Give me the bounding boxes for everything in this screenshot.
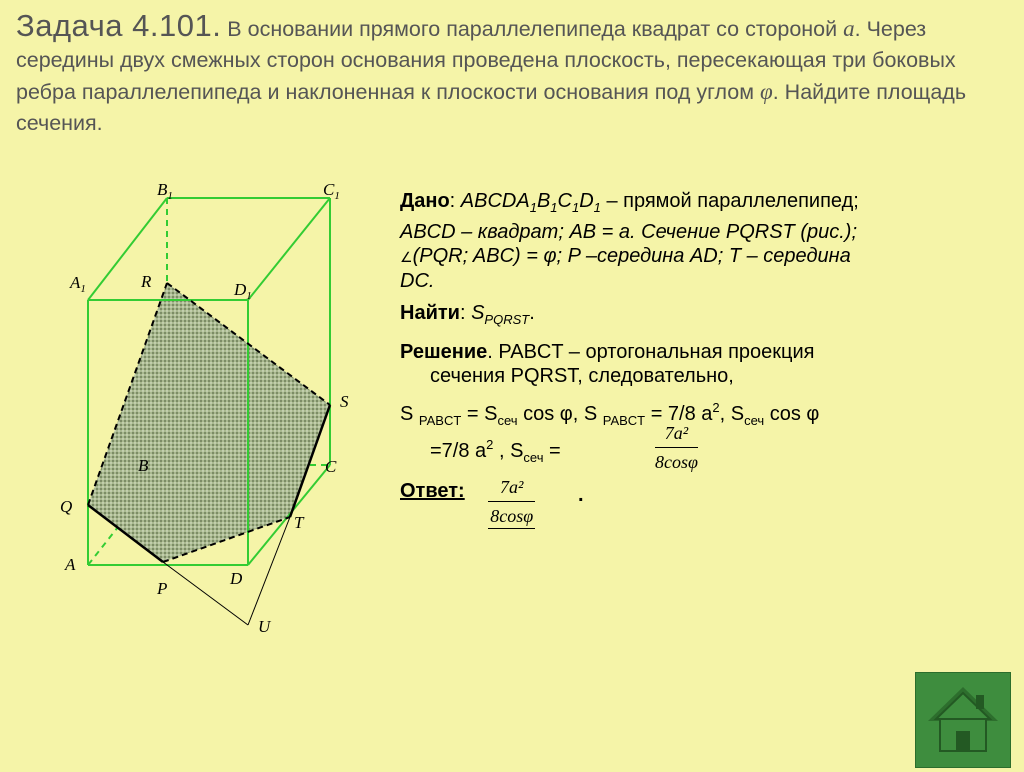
label-p: P [157, 579, 168, 598]
label-d1: $D_1$ [234, 280, 252, 302]
label-u: U [258, 617, 271, 636]
statement-text-3: . Найдите площадь сечения. [16, 80, 967, 135]
angle-icon: ∠ [400, 249, 413, 265]
given-label: Дано [400, 190, 450, 212]
solution-line-2: сечения PQRST, следовательно, [430, 365, 734, 387]
answer-fraction: $\frac{\text{7a²}}{8\cos\varphi}$ [488, 475, 535, 529]
parallelepiped-figure [55, 175, 355, 655]
label-s: S [340, 392, 349, 411]
statement-text-1: В основании прямого параллелепипеда квадрат со стороной [227, 17, 838, 41]
label-b1: $B_1$ [157, 180, 173, 202]
solution-block [400, 189, 1010, 545]
find-label: Найти [400, 302, 460, 324]
label-c1: $C_1$ [323, 180, 340, 202]
statement-text-2: . Через середины двух смежных сторон основания проведена плоскость, пересекающая три боковых ребра параллелепипеда и наклоненная к плоскости основания под углом [16, 17, 956, 104]
label-a: A [65, 555, 76, 574]
label-b: B [138, 456, 149, 475]
given-line-2: ABCD – квадрат; AB = a. Сечение PQRST (рис.); [400, 221, 858, 243]
formula-line-2: =7/8 $a^2$ , $S_{сеч}$ = $\frac{\text{7a²}}{8\cos\varphi}$ [430, 423, 698, 472]
home-button[interactable] [915, 672, 1011, 768]
formula-line-1: S $_{PABCT} = S_{сеч}$ cos φ, S $_{PABCT}$ = 7/8 $a^2$, $S_{сеч}$ cos φ [400, 400, 820, 428]
label-r: R [141, 272, 152, 291]
solution-line-1: Решение. PABCT – ортогональная проекция [400, 341, 815, 363]
given-line-1: Дано: $ABCDA_1B_1C_1D_1$ – прямой параллелепипед; [400, 190, 859, 215]
given-line-3: ∠(PQR; ABC) = φ; P –середина AD; T – середина [400, 245, 851, 267]
answer-dot: . [578, 484, 584, 506]
home-icon [916, 673, 1010, 767]
find-line: Найти: $S_{PQRST}$. [400, 302, 535, 327]
label-a1: $A_1$ [70, 273, 86, 295]
answer-label: Ответ: [400, 480, 465, 502]
label-q: Q [60, 497, 73, 516]
label-c: C [325, 457, 337, 476]
answer-row [400, 479, 1010, 545]
variable-phi: φ [760, 79, 773, 104]
given-line-4: DC. [400, 270, 435, 292]
variable-a: a [843, 16, 855, 41]
label-t: T [294, 513, 304, 532]
label-d: D [230, 569, 243, 588]
given-figure-name: $ABCDA_1B_1C_1D_1$ [460, 190, 601, 215]
task-number: Задача 4.101. [16, 8, 222, 43]
problem-statement [16, 10, 1001, 139]
area-fraction: $\frac{\text{7a²}}{8\cos\varphi}$ [655, 423, 698, 472]
solution-label: Решение [400, 341, 488, 363]
